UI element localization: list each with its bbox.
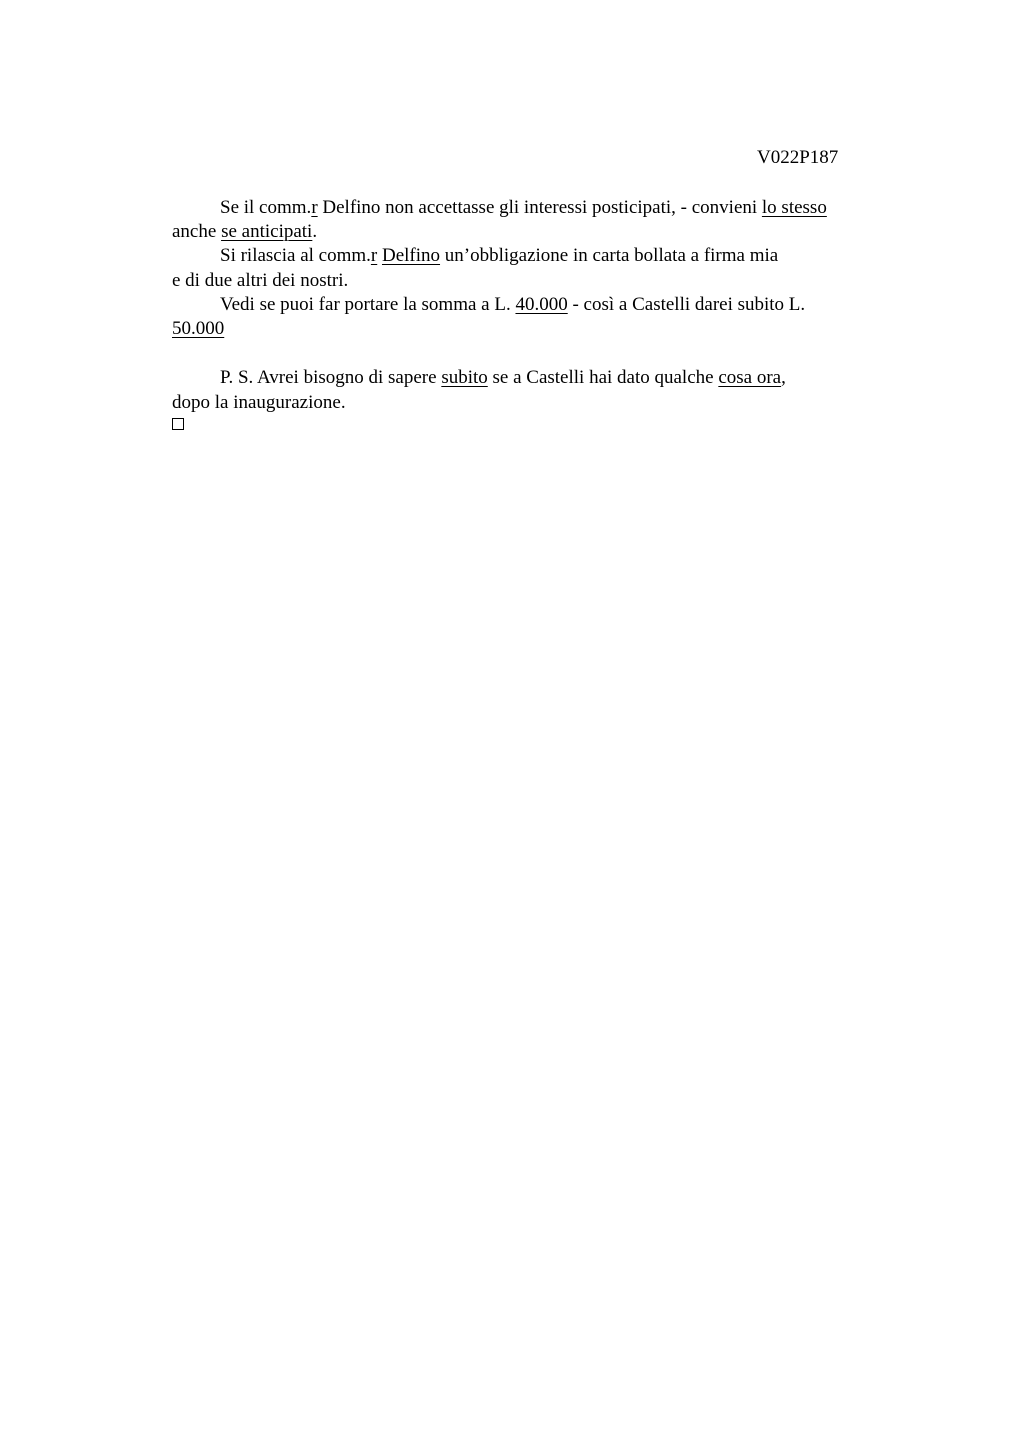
- text-span: .: [312, 221, 318, 242]
- underlined-text: Delfino: [381, 245, 441, 266]
- postscript-line-1: [220, 367, 786, 389]
- text-span: P. S. Avrei bisogno di sapere: [220, 367, 442, 388]
- paragraph-3-line-1: [220, 294, 805, 316]
- text-span: dopo la inaugurazione.: [172, 392, 346, 413]
- underlined-superscript-r: r: [311, 197, 318, 218]
- text-span: - così a Castelli darei subito L.: [567, 294, 806, 315]
- paragraph-3-line-2: [172, 318, 224, 340]
- paragraph-1-line-2: [172, 221, 317, 243]
- underlined-text: lo stesso: [761, 197, 827, 218]
- text-span: se a Castelli hai dato qualche: [487, 367, 719, 388]
- underlined-amount: 50.000: [172, 318, 225, 339]
- underlined-text: se anticipati: [221, 221, 313, 242]
- text-span: Se il comm.: [220, 197, 312, 218]
- text-span: Delfino non accettasse gli interessi posticipati, - convieni: [317, 197, 762, 218]
- underlined-superscript-r: r: [370, 245, 378, 266]
- underlined-text: cosa ora: [718, 367, 782, 388]
- text-span: Si rilascia al comm.: [220, 245, 371, 266]
- postscript-line-2: [172, 392, 346, 414]
- document-id: V022P187: [757, 147, 839, 168]
- paragraph-1-line-1: [220, 197, 827, 219]
- empty-square-icon: [172, 418, 184, 430]
- text-span: e di due altri dei nostri.: [172, 270, 349, 291]
- underlined-amount: 40.000: [515, 294, 568, 315]
- text-span: Vedi se puoi far portare la somma a L.: [220, 294, 516, 315]
- text-span: un’obbligazione in carta bollata a firma mia: [440, 245, 779, 266]
- paragraph-2-line-2: [172, 270, 348, 292]
- paragraph-2-line-1: [220, 245, 778, 267]
- text-span: anche: [172, 221, 222, 242]
- underlined-text: subito: [441, 367, 488, 388]
- text-span: ,: [781, 367, 786, 388]
